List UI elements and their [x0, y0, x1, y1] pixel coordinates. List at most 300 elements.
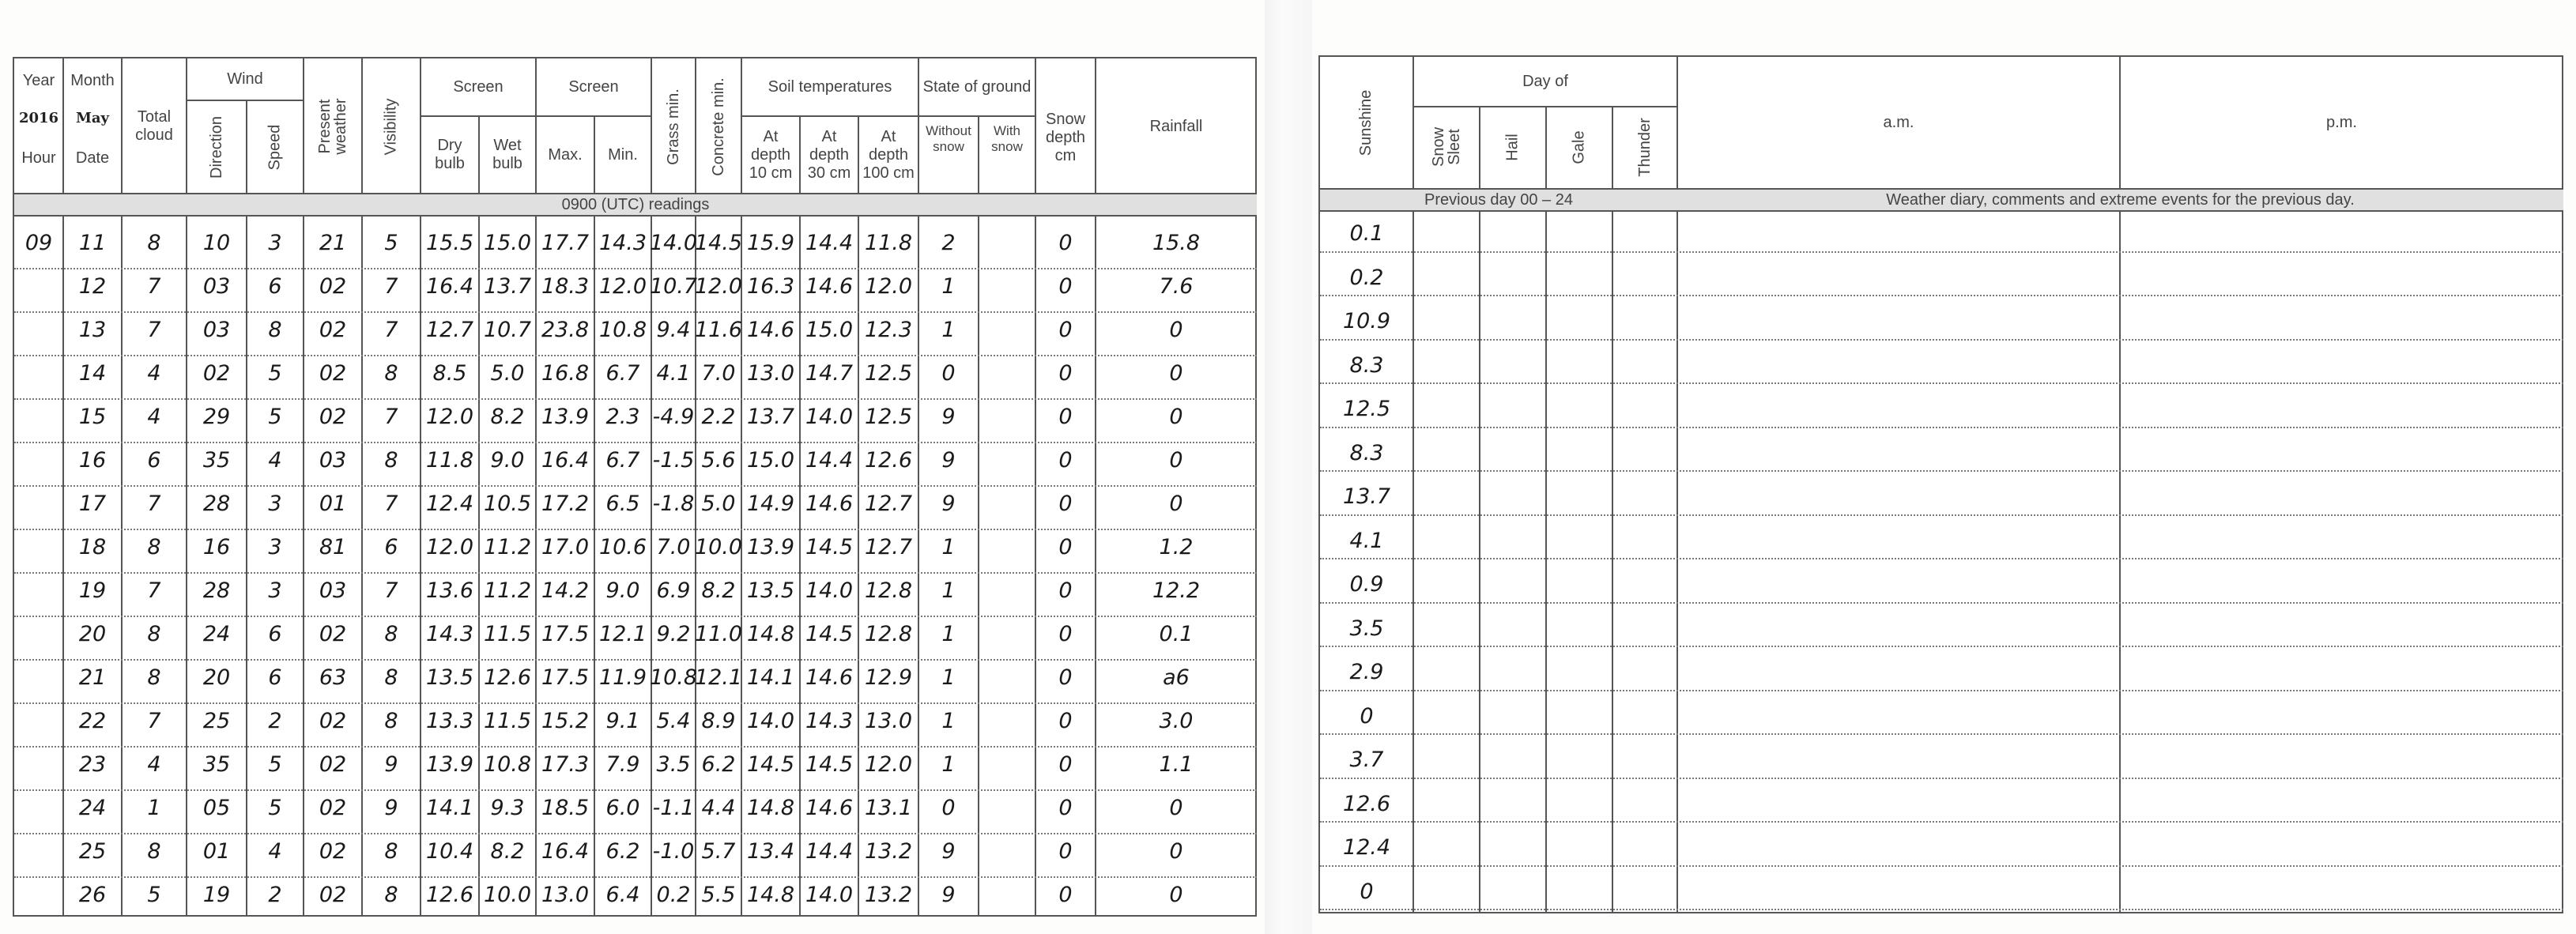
table-cell: 9.3 — [490, 796, 525, 820]
table-cell: -1.1 — [652, 796, 695, 820]
table-cell: 25 — [202, 709, 231, 733]
table-cell: 12.3 — [864, 318, 913, 342]
year-value: 2016 — [18, 109, 59, 126]
column-rule — [978, 115, 979, 917]
row-rule — [1320, 514, 2563, 516]
table-cell: 9.0 — [605, 578, 640, 603]
table-cell: -1.5 — [652, 448, 695, 473]
table-cell: 0 — [1058, 665, 1073, 690]
row-rule — [1320, 778, 2563, 779]
table-cell: 12.0 — [425, 405, 474, 429]
table-cell: 13.1 — [864, 796, 913, 820]
table-cell: -1.0 — [652, 839, 695, 864]
soil-100cm-header: At depth 100 cm — [862, 127, 915, 182]
table-cell: 3.0 — [1159, 709, 1194, 733]
table-cell: 15.0 — [483, 231, 532, 255]
table-cell: 2.3 — [605, 405, 640, 429]
table-cell: 63 — [319, 665, 347, 690]
table-cell: 13.2 — [864, 883, 913, 907]
thunder-header: Thunder — [1635, 117, 1654, 177]
table-cell: 4 — [147, 361, 161, 386]
table-cell: 25 — [78, 839, 107, 864]
table-cell: 7 — [384, 405, 398, 429]
table-cell: 12.6 — [425, 883, 474, 907]
table-cell: 5.0 — [490, 361, 525, 386]
table-cell: 7 — [384, 318, 398, 342]
table-cell: 14.4 — [805, 231, 854, 255]
column-rule — [2119, 212, 2121, 913]
table-cell: 11.5 — [483, 709, 532, 733]
table-cell: 02 — [319, 318, 347, 342]
table-cell: 15 — [78, 405, 107, 429]
table-cell: 17.5 — [541, 622, 590, 646]
table-cell: 5 — [268, 405, 282, 429]
soil-temperatures-header: Soil temperatures — [768, 77, 892, 96]
table-cell: 8 — [147, 839, 161, 864]
table-cell: 0 — [1058, 535, 1073, 559]
table-cell: 35 — [202, 752, 231, 777]
table-cell: 11.5 — [483, 622, 532, 646]
table-cell: 12.6 — [483, 665, 532, 690]
row-rule — [14, 529, 1257, 530]
table-cell: 02 — [319, 752, 347, 777]
table-cell: 02 — [319, 796, 347, 820]
table-cell: 3 — [268, 535, 282, 559]
table-cell: 12.0 — [425, 535, 474, 559]
table-cell: 10.8 — [649, 665, 698, 690]
table-cell: 3 — [268, 491, 282, 516]
table-cell: 23.8 — [541, 318, 590, 342]
table-cell: 0 — [941, 796, 956, 820]
row-rule — [14, 659, 1257, 661]
table-cell: 22 — [78, 709, 107, 733]
table-cell: 6.7 — [605, 448, 640, 473]
table-cell: 13.0 — [541, 883, 590, 907]
table-cell: 8.9 — [701, 709, 736, 733]
table-cell: 4.4 — [701, 796, 736, 820]
table-cell: 0 — [1058, 752, 1073, 777]
table-cell: 0.1 — [1159, 622, 1194, 646]
table-cell: -1.8 — [652, 491, 695, 516]
table-cell: 8 — [384, 665, 398, 690]
table-cell: 6 — [268, 622, 282, 646]
column-rule — [858, 115, 859, 917]
year-header: Year — [22, 71, 55, 89]
table-cell: 18.5 — [541, 796, 590, 820]
table-cell: 9 — [941, 405, 956, 429]
table-cell: 12.8 — [864, 578, 913, 603]
table-cell: 8 — [384, 709, 398, 733]
table-cell: 12.7 — [425, 318, 474, 342]
table-cell: 5 — [268, 796, 282, 820]
table-cell: 19 — [78, 578, 107, 603]
table-cell: 12.6 — [864, 448, 913, 473]
table-cell: 11.2 — [483, 535, 532, 559]
table-cell: 8 — [384, 622, 398, 646]
table-cell: 14.3 — [598, 231, 647, 255]
table-cell: 4 — [268, 839, 282, 864]
table-cell: 7 — [384, 578, 398, 603]
table-cell: 12.5 — [864, 361, 913, 386]
row-rule — [14, 355, 1257, 356]
without-snow-header: Without snow — [926, 123, 971, 154]
table-cell: 4 — [268, 448, 282, 473]
table-cell: 7 — [384, 491, 398, 516]
table-cell: 0 — [1058, 448, 1073, 473]
table-cell: 10.8 — [483, 752, 532, 777]
table-cell: 02 — [202, 361, 231, 386]
table-cell: 16 — [78, 448, 107, 473]
table-cell: 8 — [147, 622, 161, 646]
table-cell: 0 — [1169, 361, 1183, 386]
sunshine-cell: 10.9 — [1342, 309, 1391, 333]
total-cloud-header: Total cloud — [135, 108, 173, 144]
table-cell: 0 — [1058, 231, 1073, 255]
table-cell: 8 — [384, 839, 398, 864]
row-rule — [14, 311, 1257, 313]
table-cell: 35 — [202, 448, 231, 473]
table-cell: 0 — [1058, 883, 1073, 907]
row-rule — [1320, 602, 2563, 604]
table-cell: 13.9 — [425, 752, 474, 777]
table-cell: 1 — [941, 274, 956, 299]
table-cell: 26 — [78, 883, 107, 907]
table-cell: 4 — [147, 405, 161, 429]
table-cell: 13.3 — [425, 709, 474, 733]
table-cell: 10.7 — [483, 318, 532, 342]
table-cell: 0 — [941, 361, 956, 386]
table-cell: 13.5 — [425, 665, 474, 690]
table-cell: 12.0 — [864, 274, 913, 299]
table-cell: 1 — [941, 665, 956, 690]
table-cell: 9 — [941, 491, 956, 516]
table-cell: 10 — [202, 231, 231, 255]
table-cell: 14.6 — [805, 274, 854, 299]
table-cell: 12.9 — [864, 665, 913, 690]
date-header: Date — [75, 149, 110, 167]
hour-header: Hour — [21, 149, 56, 167]
table-cell: 5 — [384, 231, 398, 255]
table-cell: 15.8 — [1152, 231, 1201, 255]
table-cell: 16 — [202, 535, 231, 559]
rainfall-header: Rainfall — [1149, 117, 1203, 135]
table-cell: 02 — [319, 839, 347, 864]
row-rule — [1320, 558, 2563, 559]
table-cell: 5.4 — [656, 709, 691, 733]
table-cell: 8 — [147, 535, 161, 559]
sunshine-cell: 0.1 — [1349, 221, 1384, 246]
table-cell: 19 — [202, 883, 231, 907]
table-cell: 13.4 — [746, 839, 795, 864]
day-of-header: Day of — [1522, 72, 1568, 90]
table-cell: 9 — [941, 883, 956, 907]
table-cell: 12 — [78, 274, 107, 299]
table-cell: 0 — [1058, 578, 1073, 603]
table-cell: 14.6 — [805, 665, 854, 690]
table-cell: 12.5 — [864, 405, 913, 429]
sunshine-cell: 12.5 — [1342, 397, 1391, 421]
table-cell: 9 — [941, 448, 956, 473]
table-cell: 9.2 — [656, 622, 691, 646]
table-cell: 12.0 — [694, 274, 743, 299]
table-cell: 13.7 — [483, 274, 532, 299]
table-cell: 5.0 — [701, 491, 736, 516]
table-cell: 0 — [1058, 839, 1073, 864]
table-cell: 14.5 — [805, 752, 854, 777]
table-cell: 02 — [319, 405, 347, 429]
table-cell: 6.2 — [701, 752, 736, 777]
table-cell: 12.1 — [694, 665, 743, 690]
row-rule — [14, 616, 1257, 617]
table-cell: 0 — [1058, 622, 1073, 646]
table-cell: 11.2 — [483, 578, 532, 603]
table-cell: 8.2 — [490, 839, 525, 864]
direction-header: Direction — [207, 115, 225, 179]
table-cell: 0.2 — [656, 883, 691, 907]
state-of-ground-header: State of ground — [922, 77, 1032, 96]
table-cell: 14.0 — [805, 883, 854, 907]
table-cell: 14.7 — [805, 361, 854, 386]
table-cell: 9.1 — [605, 709, 640, 733]
column-rule — [1479, 212, 1480, 913]
sunshine-cell: 12.6 — [1342, 791, 1391, 816]
table-cell: 10.5 — [483, 491, 532, 516]
table-cell: 24 — [202, 622, 231, 646]
table-cell: 28 — [202, 491, 231, 516]
row-rule — [1320, 470, 2563, 472]
column-rule — [799, 115, 801, 917]
table-cell: 0 — [1058, 361, 1073, 386]
table-cell: 10.7 — [649, 274, 698, 299]
table-cell: 2 — [268, 709, 282, 733]
row-rule — [1320, 909, 2563, 910]
table-cell: 15.5 — [425, 231, 474, 255]
table-cell: 0 — [1169, 318, 1183, 342]
table-cell: 13.0 — [864, 709, 913, 733]
table-cell: 8 — [384, 448, 398, 473]
table-cell: 17.3 — [541, 752, 590, 777]
table-cell: 16.3 — [746, 274, 795, 299]
page-gutter — [1265, 0, 1312, 934]
table-cell: 14.5 — [746, 752, 795, 777]
table-cell: 10.0 — [694, 535, 743, 559]
table-cell: 14.5 — [805, 535, 854, 559]
table-cell: 0 — [1058, 709, 1073, 733]
table-cell: 3 — [268, 578, 282, 603]
table-cell: 10.8 — [598, 318, 647, 342]
table-cell: 14.3 — [425, 622, 474, 646]
row-rule — [14, 746, 1257, 748]
table-cell: 8 — [384, 361, 398, 386]
table-cell: 14.9 — [746, 491, 795, 516]
soil-30cm-header: At depth 30 cm — [807, 127, 851, 182]
sunshine-cell: 8.3 — [1349, 352, 1384, 378]
table-cell: 8.2 — [490, 405, 525, 429]
table-cell: 03 — [319, 448, 347, 473]
row-rule — [1320, 733, 2563, 735]
table-cell: 14.0 — [805, 405, 854, 429]
table-cell: 9 — [384, 796, 398, 820]
table-cell: 9.4 — [656, 318, 691, 342]
grass-min-header: Grass min. — [664, 88, 682, 165]
concrete-min-header: Concrete min. — [709, 77, 727, 176]
table-cell: 15.2 — [541, 709, 590, 733]
table-cell: 02 — [319, 883, 347, 907]
table-cell: 14.6 — [746, 318, 795, 342]
table-cell: 7 — [147, 491, 161, 516]
present-weather-header: Present weather — [316, 98, 349, 155]
table-cell: 03 — [202, 274, 231, 299]
table-cell: 11 — [78, 231, 107, 255]
table-cell: 8 — [147, 231, 161, 255]
visibility-header: Visibility — [382, 98, 400, 155]
table-cell: 14.8 — [746, 883, 795, 907]
table-cell: 15.0 — [746, 448, 795, 473]
table-cell: 17.2 — [541, 491, 590, 516]
table-cell: 6.9 — [656, 578, 691, 603]
table-cell: 14.6 — [805, 491, 854, 516]
table-cell: 14.4 — [805, 448, 854, 473]
table-cell: 6 — [384, 535, 398, 559]
table-cell: 6.5 — [605, 491, 640, 516]
table-cell: 11.8 — [864, 231, 913, 255]
table-cell: 28 — [202, 578, 231, 603]
table-cell: 13 — [78, 318, 107, 342]
table-cell: 2 — [941, 231, 956, 255]
sunshine-header: Sunshine — [1357, 89, 1375, 156]
readings-band: 0900 (UTC) readings — [14, 193, 1257, 217]
table-cell: 5.5 — [701, 883, 736, 907]
table-cell: 23 — [78, 752, 107, 777]
table-cell: 02 — [319, 361, 347, 386]
table-cell: 0 — [1169, 883, 1183, 907]
table-cell: 0 — [1058, 274, 1073, 299]
wet-bulb-header: Wet bulb — [492, 137, 522, 172]
row-rule — [14, 572, 1257, 574]
table-cell: 8.5 — [432, 361, 467, 386]
table-cell: 6 — [268, 274, 282, 299]
row-rule — [14, 789, 1257, 791]
table-cell: 13.9 — [541, 405, 590, 429]
am-header: a.m. — [1883, 113, 1914, 131]
table-cell: 1.1 — [1159, 752, 1194, 777]
table-cell: 0 — [1169, 491, 1183, 516]
column-rule — [1035, 58, 1036, 917]
table-cell: 14.5 — [694, 231, 743, 255]
row-rule — [14, 398, 1257, 400]
row-rule — [1320, 427, 2563, 428]
max-header: Max. — [548, 145, 583, 164]
table-cell: 7 — [147, 318, 161, 342]
table-cell: 4.1 — [656, 361, 691, 386]
table-cell: 13.5 — [746, 578, 795, 603]
sunshine-cell: 12.4 — [1342, 835, 1391, 860]
row-rule — [1320, 690, 2563, 691]
table-cell: 14.1 — [425, 796, 474, 820]
snow-depth-header: Snow depth cm — [1045, 110, 1086, 164]
table-cell: 12.0 — [598, 274, 647, 299]
row-rule — [14, 442, 1257, 443]
table-cell: 14.8 — [746, 796, 795, 820]
table-cell: 14.5 — [805, 622, 854, 646]
table-cell: 18.3 — [541, 274, 590, 299]
table-cell: 14.3 — [805, 709, 854, 733]
table-cell: 17.5 — [541, 665, 590, 690]
row-rule — [1320, 646, 2563, 647]
table-cell: 12.7 — [864, 491, 913, 516]
table-cell: 20 — [78, 622, 107, 646]
table-cell: 13.2 — [864, 839, 913, 864]
pm-header: p.m. — [2326, 113, 2357, 131]
table-cell: 4 — [147, 752, 161, 777]
sunshine-cell: 0.9 — [1349, 572, 1384, 597]
row-rule — [1320, 251, 2563, 253]
table-cell: 14.2 — [541, 578, 590, 603]
table-cell: 8 — [268, 318, 282, 342]
table-cell: 13.0 — [746, 361, 795, 386]
row-rule — [1320, 295, 2563, 296]
row-rule — [14, 268, 1257, 269]
table-cell: 2.2 — [701, 405, 736, 429]
table-cell: 14.6 — [805, 796, 854, 820]
table-cell: 16.8 — [541, 361, 590, 386]
row-rule — [1320, 382, 2563, 384]
table-cell: 1.2 — [1159, 535, 1194, 559]
observations-sheet — [13, 57, 1257, 917]
column-rule — [1612, 212, 1613, 913]
screen-header-1: Screen — [453, 77, 504, 96]
table-cell: 8.2 — [701, 578, 736, 603]
table-cell: 16.4 — [541, 448, 590, 473]
table-cell: 1 — [941, 318, 956, 342]
column-rule — [478, 115, 480, 917]
table-cell: 9 — [941, 839, 956, 864]
table-cell: 05 — [202, 796, 231, 820]
table-cell: 0 — [1169, 448, 1183, 473]
diary-sheet — [1318, 55, 2563, 913]
table-cell: 7.0 — [701, 361, 736, 386]
table-cell: 0 — [1058, 405, 1073, 429]
table-cell: 6.0 — [605, 796, 640, 820]
sunshine-cell: 13.7 — [1342, 484, 1391, 509]
table-cell: 8 — [147, 665, 161, 690]
table-cell: 13.9 — [746, 535, 795, 559]
table-cell: 7 — [147, 578, 161, 603]
table-cell: 3 — [268, 231, 282, 255]
table-cell: 10.4 — [425, 839, 474, 864]
month-header: Month — [70, 71, 115, 89]
table-cell: 5 — [268, 361, 282, 386]
table-cell: 15.0 — [805, 318, 854, 342]
table-cell: 14.0 — [746, 709, 795, 733]
table-cell: 1 — [941, 535, 956, 559]
table-cell: 29 — [202, 405, 231, 429]
with-snow-header: With snow — [991, 123, 1023, 154]
sunshine-cell: 0 — [1360, 703, 1374, 729]
table-cell: 14.0 — [805, 578, 854, 603]
table-cell: 6.4 — [605, 883, 640, 907]
row-rule — [1320, 821, 2563, 823]
table-cell: 5 — [268, 752, 282, 777]
previous-day-band: Previous day 00 – 24 — [1320, 188, 1677, 212]
table-cell: 1 — [941, 578, 956, 603]
screen-header-2: Screen — [568, 77, 619, 96]
wind-header: Wind — [227, 70, 263, 88]
table-cell: 01 — [319, 491, 347, 516]
table-cell: 0 — [1169, 796, 1183, 820]
speed-header: Speed — [266, 124, 284, 170]
table-cell: 0 — [1058, 796, 1073, 820]
